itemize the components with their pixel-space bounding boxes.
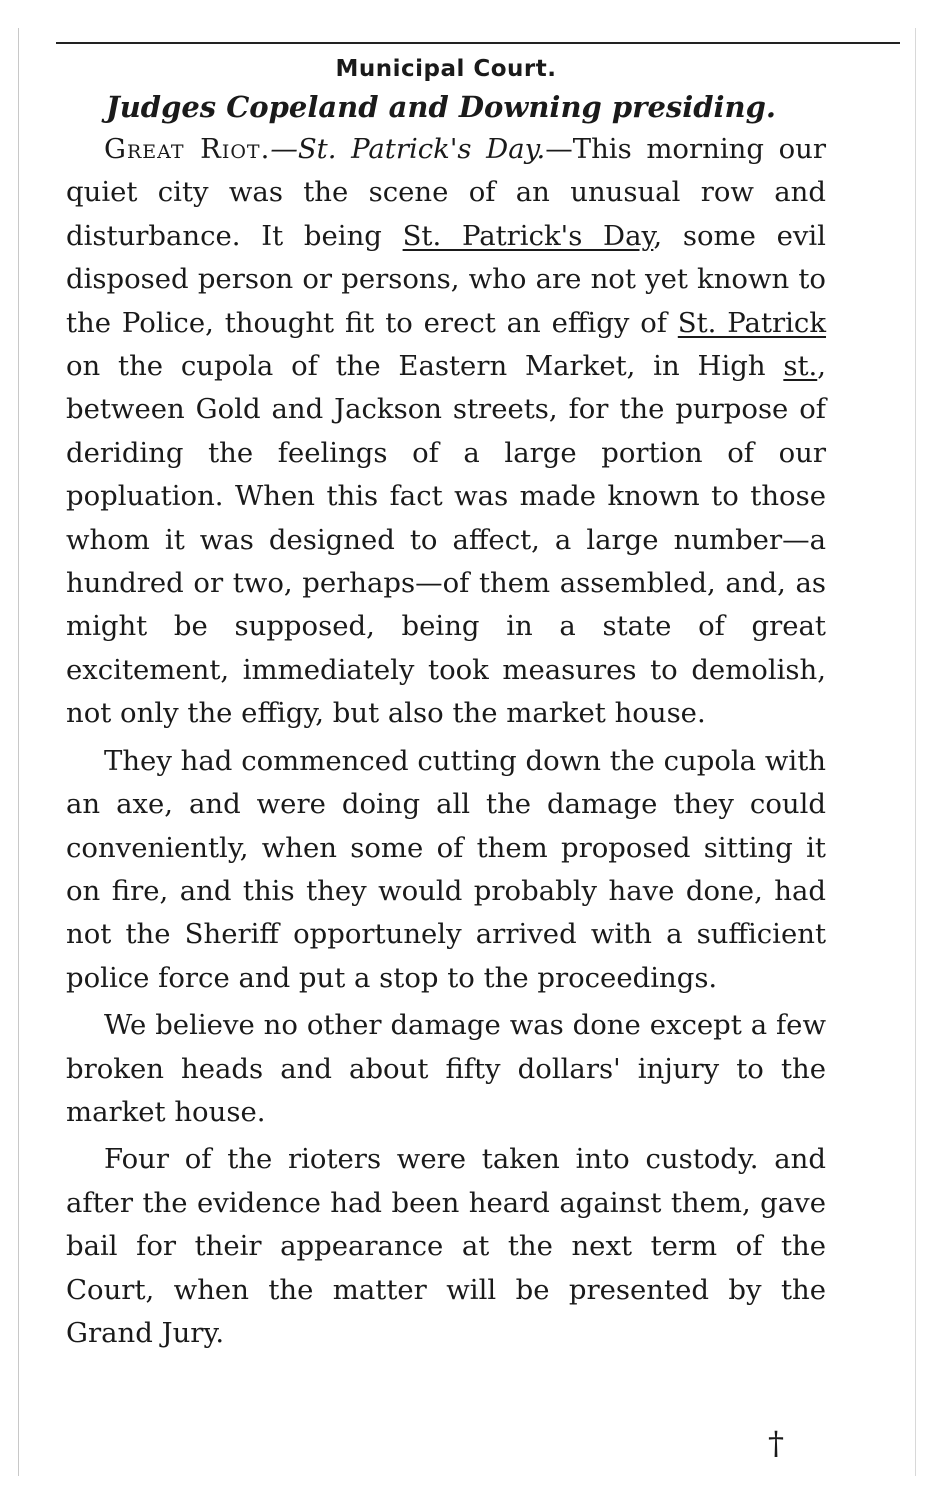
dagger-mark: † — [768, 1424, 784, 1462]
paragraph-1-text-d: , between Gold and Jackson streets, for the purpose of deriding the feelings of a large portion of our popluation. When this fact was made known to those whom it was designed to affect, a large number—a hundred or two, perhaps—of them assembled, and, as might be supposed, being in a state of great excitement, immediately took measures to demolish, not only the effigy, but also the market house. — [66, 350, 826, 730]
top-rule — [56, 42, 900, 44]
judges-line: Judges Copeland and Downing presiding. — [105, 90, 777, 124]
lead-caps: Great Riot. — [104, 133, 271, 165]
lead-title: —St. Patrick's Day. — [270, 133, 546, 165]
article-body — [66, 128, 826, 1355]
paragraph-4: Four of the rioters were taken into custody. and after the evidence had been heard against them, gave bail for their appearance at the next term of the Court, when the matter will be presented by the Grand Jury. — [66, 1143, 826, 1349]
underlined-st-patricks-day: St. Patrick's Day — [402, 219, 654, 252]
paragraph-1-text-b: , some evil disposed person or persons, who are not yet known to the Police, thought fit to erect an effigy of — [66, 219, 826, 339]
paragraph-3: We believe no other damage was done except a few broken heads and about fifty dollars' injury to the market house. — [66, 1009, 826, 1128]
underlined-st: st. — [783, 350, 818, 383]
paragraph-1-text-c: on the cupola of the Eastern Market, in High — [66, 350, 784, 383]
underlined-st-patrick: St. Patrick — [677, 306, 827, 339]
paragraph-1 — [66, 128, 826, 736]
paragraph-1-text-a: —This morning our quiet city was the scene of an unusual row and disturbance. It being — [66, 133, 826, 252]
article-heading: Municipal Court. — [335, 56, 557, 82]
article-column — [66, 48, 826, 1359]
paragraph-2: They had commenced cutting down the cupola with an axe, and were doing all the damage they could conveniently, when some of them proposed sitting it on fire, and this they would probably have done, had not the Sheriff opportunely arrived with a sufficient police force and put a stop to the proceedings. — [66, 744, 826, 994]
